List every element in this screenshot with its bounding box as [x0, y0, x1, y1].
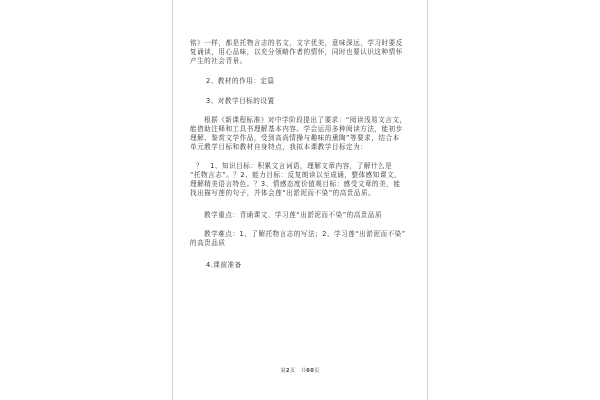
section-heading: 2、教材的作用：定篇: [206, 77, 275, 85]
section-heading: 4.课前准备: [206, 261, 242, 269]
footer-suffix: 页: [314, 368, 320, 374]
goal-line: “托物言志”。？2、能力目标：反复朗读以至成诵，整体感知课文，: [190, 171, 402, 179]
page-content: [190, 39, 414, 270]
footer-mid: 页 共: [289, 368, 307, 374]
footer-total-pages: 60: [306, 368, 315, 374]
key-point-line: 教学重点：背诵课文，学习莲“出淤泥而不染”的高贵品质: [204, 211, 383, 219]
goal-line: ？ 1、知识目标：积累文言词语，理解文章内容，了解什么是: [196, 162, 393, 170]
goal-line: 找出描写莲的句子，并体会莲“出淤泥而不染”的高贵品质。: [190, 189, 376, 197]
document-page: [172, 0, 428, 400]
goal-line: 理解精美语言特色。？3、情感态度价值观目标：感受文章的美，能: [190, 180, 401, 188]
difficulty-line: 的高贵品质: [190, 239, 226, 247]
paragraph-line: 铭》一样，都是托物言志的名文，文字优美，意味深远，学习时要反: [190, 39, 403, 47]
paragraph-line: 复诵读，用心品味，以充分领略作者的情怀，同时也要认识这种情怀: [190, 48, 403, 56]
section-heading: 3、对教学目标的设置: [206, 97, 275, 105]
page-footer: [173, 368, 427, 375]
footer-page-number: 2: [285, 368, 290, 374]
paragraph-line: 能借助注释和工具书理解基本内容。学会运用多种阅读方法，能初步: [190, 125, 403, 133]
paragraph-line: 根据《新课程标准》对中学阶段提出了要求：“阅读浅易文言文，: [204, 116, 407, 124]
paragraph-line: 产生的社会背景。: [190, 57, 247, 65]
paragraph-line: 理解、鉴赏文学作品，受到高尚情操与趣味的熏陶”等要求，结合本: [190, 134, 400, 142]
difficulty-line: 教学难点：1、了解托物言志的写法；2、学习莲“出淤泥而不染”: [204, 230, 406, 238]
footer-prefix: 第: [280, 368, 286, 374]
paragraph-line: 单元教学目标和教材自身特点，我拟本课教学目标定为：: [190, 143, 368, 151]
